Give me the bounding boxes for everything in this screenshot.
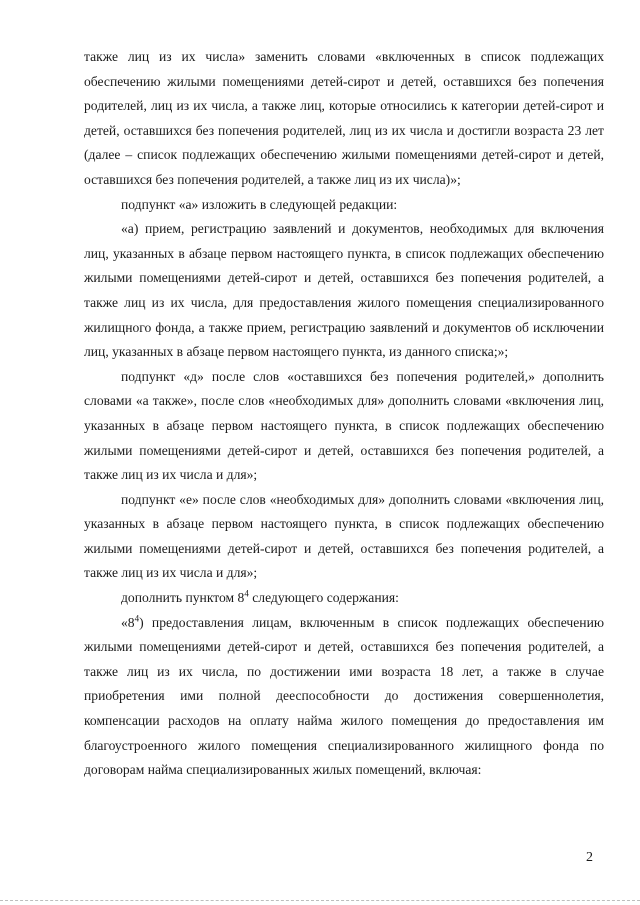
paragraph-p3: «а) прием, регистрацию заявлений и документов, необходимых для включения лиц, указанных в абзаце первом настоящего пункта, в список подлежащих обеспечению жилыми помещениями детей-сирот и детей, оставшихся без попечения родителей, а также лиц из их числа, для предоставления жилого помещения специализированного жилищного фонда, а также прием, регистрацию заявлений и документов об исключении лиц, указанных в абзаце первом настоящего пункта, из данного списка;»; [84, 221, 604, 360]
p7-superscript: 4 [134, 613, 140, 624]
paragraph-p7 [84, 611, 604, 783]
p7-text-before: «8 [121, 614, 135, 630]
paragraph-p1: также лиц из их числа» заменить словами «включенных в список подлежащих обеспечению жилыми помещениями детей-сирот и детей, оставшихся без попечения родителей, лиц из их числа, а также лиц, которые относились к категории детей-сирот и детей, оставшихся без попечения родителей, лиц из их числа и достигли возраста 23 лет (далее – список подлежащих обеспечению жилыми помещениями детей-сирот и детей, оставшихся без попечения родителей, а также лиц из их числа)»; [84, 49, 604, 187]
paragraph-p4: подпункт «д» после слов «оставшихся без попечения родителей,» дополнить словами «а также», после слов «необходимых для» дополнить словами «включения лиц, указанных в абзаце первом настоящего пункта, в список подлежащих обеспечению жилыми помещениями детей-сирот и детей, оставшихся без попечения родителей, а также лиц из их числа и для»; [84, 368, 604, 483]
p6-text-before: дополнить пунктом 8 [121, 590, 245, 606]
paragraph-p6 [84, 586, 604, 611]
scan-edge-line [0, 900, 640, 902]
p6-text-after: следующего содержания: [248, 590, 399, 606]
p6-superscript: 4 [244, 588, 249, 599]
document-body [84, 45, 604, 783]
page-number: 2 [586, 850, 593, 865]
paragraph-p5: подпункт «е» после слов «необходимых для» дополнить словами «включения лиц, указанных в абзаце первом настоящего пункта, в список подлежащих обеспечению жилыми помещениями детей-сирот и детей, оставшихся без попечения родителей, а также лиц из их числа и для»; [84, 491, 604, 581]
paragraph-p2: подпункт «а» изложить в следующей редакции: [121, 196, 398, 212]
p7-text-after: ) предоставления лицам, включенным в список подлежащих обеспечению жилыми помещениями детей-сирот и детей, оставшихся без попечения родителей, а также лиц из их числа, по достижении ими возраста 18 лет, а также в случае приобретения ими полной дееспособности до достижения совершеннолетия, компенсации расходов на оплату найма жилого помещения до предоставления им благоустроенного жилого помещения специализированного жилищного фонда по договорам найма специализированных жилых помещений, включая: [84, 614, 604, 778]
